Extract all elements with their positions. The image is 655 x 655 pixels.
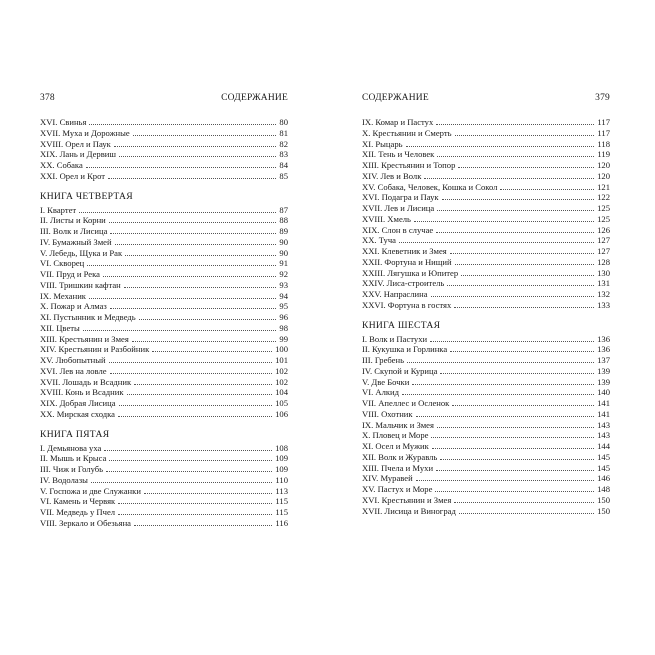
toc-entry-title: XV. Любопытный xyxy=(40,355,106,365)
toc-entry xyxy=(362,171,610,182)
toc-entry-page: 117 xyxy=(597,127,610,138)
toc-entry-title: XVIII. Орел и Паук xyxy=(40,138,111,149)
toc-entry-title: XII. Волк и Журавль xyxy=(362,451,438,462)
toc-entry xyxy=(40,475,288,486)
toc-entry xyxy=(362,225,610,236)
toc-entry-page: 102 xyxy=(275,376,288,387)
toc-entry-title: VIII. Охотник xyxy=(362,408,413,419)
toc-entry xyxy=(362,246,610,257)
dot-leader xyxy=(452,405,594,406)
dot-leader xyxy=(89,124,276,125)
dot-leader xyxy=(110,373,273,374)
toc-entry-title: XV. Собака, Человек, Кошка и Сокол xyxy=(362,181,498,192)
dot-leader xyxy=(454,307,594,308)
toc-entry-page: 132 xyxy=(597,289,610,299)
toc-entry-title: XIII. Крестьянин и Топор xyxy=(362,160,456,170)
toc-entry-page: 118 xyxy=(597,138,610,149)
toc-entry-title: XX. Туча xyxy=(362,235,396,246)
toc-entry-page: 88 xyxy=(279,215,288,226)
dot-leader xyxy=(106,471,272,472)
toc-entry-page: 145 xyxy=(597,451,610,462)
toc-entry xyxy=(40,355,288,366)
dot-leader xyxy=(440,373,594,374)
toc-entry-page: 120 xyxy=(597,160,610,170)
toc-entry xyxy=(362,235,610,246)
toc-entry-page: 85 xyxy=(279,170,288,181)
toc-entry-page: 137 xyxy=(597,355,610,365)
toc-entry-title: III. Волк и Лисица xyxy=(40,226,108,236)
toc-entry-page: 81 xyxy=(279,127,288,138)
toc-entry xyxy=(362,289,610,300)
toc-entry-title: XVII. Муха и Дорожные xyxy=(40,127,130,138)
toc-entry-title: XIX. Лань и Дервиш xyxy=(40,149,116,160)
dot-leader xyxy=(124,287,277,288)
toc-entry xyxy=(362,366,610,377)
right-page xyxy=(362,93,610,516)
running-head xyxy=(362,93,610,107)
toc-entry-title: II. Мышь и Крыса xyxy=(40,453,107,464)
toc-entry-title: II. Листы и Корни xyxy=(40,215,106,226)
toc-entry-page: 99 xyxy=(279,333,288,344)
dot-leader xyxy=(119,405,273,406)
toc-entry-title: VII. Медведь у Пчел xyxy=(40,507,116,517)
dot-leader xyxy=(119,156,276,157)
toc-entry-page: 80 xyxy=(279,117,288,127)
toc-entry xyxy=(362,441,610,452)
dot-leader xyxy=(109,362,272,363)
toc-entry-page: 127 xyxy=(597,235,610,246)
dot-leader xyxy=(139,319,277,320)
dot-leader xyxy=(430,341,594,342)
dot-leader xyxy=(133,135,277,136)
dot-leader xyxy=(436,470,594,471)
toc-entry xyxy=(40,334,288,345)
toc-entry xyxy=(362,398,610,409)
toc-entry-page: 110 xyxy=(275,474,288,485)
dot-leader xyxy=(436,124,594,125)
toc-entry-title: XII. Тень и Человек xyxy=(362,149,435,160)
toc-entry xyxy=(40,139,288,150)
toc-entry xyxy=(40,149,288,160)
toc-entry xyxy=(40,128,288,139)
toc-entry-list xyxy=(362,334,610,517)
dot-leader xyxy=(431,296,595,297)
toc-entry xyxy=(362,377,610,388)
dot-leader xyxy=(134,384,272,385)
toc-entry-title: XIV. Лев и Волк xyxy=(362,170,422,181)
toc-entry-title: X. Пловец и Море xyxy=(362,430,429,441)
toc-entry xyxy=(40,171,288,182)
dot-leader xyxy=(454,502,594,503)
running-head-title: СОДЕРЖАНИЕ xyxy=(221,93,288,103)
toc-entry xyxy=(40,387,288,398)
toc-entry-title: X. Пожар и Алмаз xyxy=(40,301,107,312)
toc-entry-page: 90 xyxy=(279,236,288,247)
toc-entry xyxy=(40,323,288,334)
toc-entry-title: VIII. Зеркало и Обезьяна xyxy=(40,517,131,528)
dot-leader xyxy=(437,210,594,211)
toc-entry-title: X. Крестьянин и Смерть xyxy=(362,127,452,138)
dot-leader xyxy=(458,167,594,168)
toc-entry xyxy=(40,269,288,280)
toc-entry-title: VI. Камень и Червяк xyxy=(40,496,116,507)
toc-entry-title: XI. Пустынник и Медведь xyxy=(40,312,136,322)
toc-entry-page: 120 xyxy=(597,170,610,181)
toc-entry-page: 119 xyxy=(597,149,610,160)
book-heading: КНИГА ШЕСТАЯ xyxy=(362,319,441,331)
toc-entry-title: XXV. Напраслина xyxy=(362,289,428,299)
page-number: 378 xyxy=(40,93,55,103)
toc-entry-page: 136 xyxy=(597,344,610,355)
toc-entry-title: V. Госпожа и две Служанки xyxy=(40,485,141,496)
toc-entry xyxy=(362,160,610,171)
dot-leader xyxy=(399,242,594,243)
dot-leader xyxy=(414,221,594,222)
toc-entry-page: 150 xyxy=(597,494,610,505)
toc-entry xyxy=(362,495,610,506)
toc-entry-page: 93 xyxy=(279,279,288,290)
dot-leader xyxy=(118,503,272,504)
toc-entry xyxy=(40,226,288,237)
toc-entry xyxy=(362,192,610,203)
toc-entry xyxy=(40,518,288,529)
toc-entry xyxy=(40,248,288,259)
toc-entry xyxy=(362,214,610,225)
toc-entry xyxy=(40,398,288,409)
dot-leader xyxy=(108,178,276,179)
toc-entry-title: VI. Скворец xyxy=(40,258,85,269)
toc-entry-title: IX. Комар и Пастух xyxy=(362,117,434,127)
table-of-contents xyxy=(362,117,610,516)
dot-leader xyxy=(455,135,595,136)
toc-entry-list xyxy=(362,117,610,311)
toc-entry-page: 128 xyxy=(597,256,610,267)
toc-entry xyxy=(362,506,610,517)
toc-entry-title: XX. Собака xyxy=(40,160,83,170)
toc-entry-page: 117 xyxy=(597,117,610,127)
toc-entry-page: 116 xyxy=(275,517,288,528)
toc-entry xyxy=(40,117,288,128)
toc-entry-title: XXIII. Лягушка и Юпитер xyxy=(362,267,459,278)
toc-entry-page: 125 xyxy=(597,213,610,224)
toc-entry-page: 144 xyxy=(597,441,610,451)
toc-entry xyxy=(362,420,610,431)
toc-entry-title: XI. Осел и Мужик xyxy=(362,441,429,451)
toc-entry-page: 87 xyxy=(279,204,288,215)
book-heading: КНИГА ЧЕТВЕРТАЯ xyxy=(40,190,133,202)
dot-leader xyxy=(87,265,276,266)
dot-leader xyxy=(127,394,273,395)
dot-leader xyxy=(500,189,594,190)
dot-leader xyxy=(412,384,594,385)
toc-entry-list xyxy=(40,117,288,182)
toc-entry xyxy=(362,257,610,268)
toc-entry-page: 115 xyxy=(275,507,288,517)
toc-entry-title: I. Демьянова уха xyxy=(40,442,102,453)
toc-entry-title: XIX. Добрая Лисица xyxy=(40,398,116,408)
toc-entry xyxy=(40,496,288,507)
dot-leader xyxy=(442,199,595,200)
toc-entry-title: I. Волк и Пастухи xyxy=(362,333,428,344)
running-head xyxy=(40,93,288,107)
dot-leader xyxy=(110,233,276,234)
toc-entry-title: IX. Мальчик и Змея xyxy=(362,419,434,430)
toc-entry xyxy=(40,507,288,518)
dot-leader xyxy=(437,156,594,157)
dot-leader xyxy=(431,437,594,438)
toc-entry-page: 125 xyxy=(597,203,610,213)
toc-entry-page: 109 xyxy=(275,464,288,474)
dot-leader xyxy=(118,416,272,417)
dot-leader xyxy=(104,450,272,451)
toc-entry-title: XIX. Слон в случае xyxy=(362,224,434,235)
toc-entry xyxy=(362,484,610,495)
toc-entry-title: V. Лебедь, Щука и Рак xyxy=(40,247,123,258)
toc-entry-page: 91 xyxy=(279,258,288,269)
toc-entry-page: 104 xyxy=(275,387,288,398)
toc-entry-title: XVIII. Конь и Всадник xyxy=(40,387,124,398)
toc-entry-title: XVI. Свинья xyxy=(40,117,87,127)
toc-entry-title: IV. Скупой и Курица xyxy=(362,365,438,376)
toc-entry xyxy=(40,291,288,302)
toc-entry-title: V. Две Бочки xyxy=(362,376,410,387)
dot-leader xyxy=(89,298,276,299)
toc-entry-title: XV. Пастух и Море xyxy=(362,484,433,494)
book-heading: КНИГА ПЯТАЯ xyxy=(40,428,110,440)
toc-entry-title: XVII. Лисица и Виноград xyxy=(362,505,456,516)
dot-leader xyxy=(79,212,276,213)
toc-entry xyxy=(362,203,610,214)
toc-entry-page: 102 xyxy=(275,365,288,376)
toc-entry xyxy=(40,443,288,454)
toc-entry xyxy=(362,149,610,160)
toc-entry-page: 139 xyxy=(597,365,610,376)
toc-entry-page: 143 xyxy=(597,430,610,441)
toc-entry-title: IV. Бумажный Змей xyxy=(40,236,112,247)
toc-entry-page: 115 xyxy=(275,496,288,507)
toc-entry-title: XIV. Крестьянин и Разбойник xyxy=(40,344,150,355)
dot-leader xyxy=(432,448,594,449)
dot-leader xyxy=(440,459,594,460)
toc-entry-title: XXII. Фортуна и Нищий xyxy=(362,256,452,267)
toc-entry xyxy=(40,464,288,475)
toc-entry-page: 92 xyxy=(279,269,288,279)
toc-entry-page: 148 xyxy=(597,484,610,494)
toc-entry-title: XVI. Крестьянин и Змея xyxy=(362,494,452,505)
toc-entry-page: 121 xyxy=(597,181,610,192)
toc-entry-title: VIII. Тришкин кафтан xyxy=(40,279,121,290)
dot-leader xyxy=(134,525,272,526)
dot-leader xyxy=(402,394,594,395)
dot-leader xyxy=(447,285,594,286)
dot-leader xyxy=(424,178,594,179)
toc-entry xyxy=(40,377,288,388)
toc-entry-page: 84 xyxy=(279,160,288,170)
toc-entry xyxy=(362,278,610,289)
toc-entry-title: XXIV. Лиса-строитель xyxy=(362,278,445,289)
dot-leader xyxy=(115,244,277,245)
dot-leader xyxy=(118,514,272,515)
dot-leader xyxy=(406,146,595,147)
toc-entry-page: 108 xyxy=(275,442,288,453)
toc-entry-page: 100 xyxy=(275,344,288,355)
dot-leader xyxy=(110,308,277,309)
toc-entry xyxy=(362,355,610,366)
toc-entry-title: I. Квартет xyxy=(40,204,77,215)
toc-entry-page: 83 xyxy=(279,149,288,160)
toc-entry-page: 95 xyxy=(279,301,288,312)
toc-entry-page: 98 xyxy=(279,322,288,333)
dot-leader xyxy=(132,341,277,342)
toc-entry-page: 126 xyxy=(597,224,610,235)
toc-entry xyxy=(362,117,610,128)
dot-leader xyxy=(114,146,277,147)
dot-leader xyxy=(437,427,594,428)
toc-entry-page: 140 xyxy=(597,387,610,398)
running-head-title: СОДЕРЖАНИЕ xyxy=(362,93,429,103)
toc-entry-page: 130 xyxy=(597,267,610,278)
toc-entry xyxy=(40,366,288,377)
toc-entry xyxy=(40,344,288,355)
dot-leader xyxy=(144,493,272,494)
dot-leader xyxy=(91,482,273,483)
dot-leader xyxy=(436,232,594,233)
toc-entry xyxy=(362,409,610,420)
toc-entry xyxy=(362,139,610,150)
toc-entry-title: VII. Пруд и Река xyxy=(40,269,100,279)
toc-entry xyxy=(40,409,288,420)
toc-entry-title: XVI. Лев на ловле xyxy=(40,365,107,376)
toc-entry-page: 113 xyxy=(275,485,288,496)
toc-entry xyxy=(362,344,610,355)
toc-entry-title: XX. Мирская сходка xyxy=(40,408,115,419)
toc-entry-page: 141 xyxy=(597,398,610,408)
toc-entry-title: XXI. Клеветник и Змея xyxy=(362,246,447,256)
dot-leader xyxy=(407,362,594,363)
toc-entry-page: 96 xyxy=(279,312,288,322)
dot-leader xyxy=(152,351,272,352)
toc-entry-title: XII. Цветы xyxy=(40,322,80,333)
toc-entry xyxy=(362,430,610,441)
toc-entry xyxy=(362,182,610,193)
toc-entry-title: XVII. Лев и Лисица xyxy=(362,203,435,213)
toc-entry xyxy=(362,334,610,345)
toc-entry xyxy=(40,215,288,226)
toc-entry-page: 101 xyxy=(275,355,288,365)
toc-entry xyxy=(362,387,610,398)
dot-leader xyxy=(455,264,595,265)
toc-entry-page: 131 xyxy=(597,278,610,289)
toc-entry-title: IV. Водолазы xyxy=(40,474,88,485)
toc-entry-title: II. Кукушка и Горлинка xyxy=(362,344,448,355)
toc-entry xyxy=(40,205,288,216)
toc-entry-page: 122 xyxy=(597,192,610,203)
toc-entry-page: 106 xyxy=(275,408,288,419)
dot-leader xyxy=(109,222,277,223)
dot-leader xyxy=(125,255,276,256)
left-page xyxy=(40,93,288,529)
toc-entry-title: XVI. Подагра и Паук xyxy=(362,192,439,203)
dot-leader xyxy=(416,416,595,417)
toc-entry xyxy=(40,453,288,464)
toc-entry-page: 94 xyxy=(279,290,288,301)
toc-entry xyxy=(40,312,288,323)
toc-entry-page: 127 xyxy=(597,246,610,256)
toc-entry xyxy=(40,258,288,269)
toc-entry-title: XI. Рыцарь xyxy=(362,138,403,149)
toc-entry-page: 146 xyxy=(597,473,610,484)
toc-entry-page: 82 xyxy=(279,138,288,149)
dot-leader xyxy=(109,460,272,461)
toc-entry-title: III. Чиж и Голубь xyxy=(40,464,104,474)
toc-entry-title: III. Гребень xyxy=(362,355,405,365)
dot-leader xyxy=(450,351,594,352)
toc-entry-title: XIV. Муравей xyxy=(362,473,413,484)
toc-entry-title: VII. Апеллес и Осленок xyxy=(362,398,450,408)
toc-entry-title: XVII. Лошадь и Всадник xyxy=(40,376,132,387)
page-number: 379 xyxy=(595,93,610,103)
table-of-contents xyxy=(40,117,288,529)
toc-entry-page: 133 xyxy=(597,299,610,310)
toc-entry xyxy=(40,301,288,312)
toc-entry xyxy=(362,300,610,311)
dot-leader xyxy=(416,480,594,481)
toc-entry-title: VI. Алкид xyxy=(362,387,400,398)
toc-entry xyxy=(362,268,610,279)
toc-entry-list xyxy=(40,205,288,420)
toc-entry-page: 145 xyxy=(597,462,610,473)
toc-entry-page: 105 xyxy=(275,398,288,408)
toc-entry-title: XVIII. Хмель xyxy=(362,213,411,224)
dot-leader xyxy=(450,253,594,254)
toc-entry xyxy=(40,280,288,291)
dot-leader xyxy=(86,167,277,168)
dot-leader xyxy=(435,491,594,492)
toc-entry-title: XXI. Орел и Крот xyxy=(40,170,106,181)
toc-entry-page: 90 xyxy=(279,247,288,258)
toc-entry xyxy=(362,128,610,139)
toc-entry xyxy=(362,473,610,484)
toc-entry xyxy=(362,463,610,474)
toc-entry-list xyxy=(40,443,288,529)
toc-entry xyxy=(362,452,610,463)
dot-leader xyxy=(461,275,594,276)
toc-entry-title: IX. Механик xyxy=(40,290,86,301)
toc-entry-title: XXVI. Фортуна в гостях xyxy=(362,299,452,310)
dot-leader xyxy=(83,330,277,331)
toc-entry-page: 136 xyxy=(597,333,610,344)
toc-entry-title: XIII. Пчела и Мухи xyxy=(362,462,434,473)
toc-entry xyxy=(40,237,288,248)
toc-entry-page: 139 xyxy=(597,376,610,387)
toc-entry-page: 109 xyxy=(275,453,288,464)
toc-entry-page: 141 xyxy=(597,408,610,419)
toc-entry xyxy=(40,486,288,497)
toc-entry-page: 143 xyxy=(597,419,610,430)
toc-entry-title: XIII. Крестьянин и Змея xyxy=(40,333,129,344)
dot-leader xyxy=(459,513,594,514)
dot-leader xyxy=(103,276,276,277)
toc-entry xyxy=(40,160,288,171)
toc-entry-page: 89 xyxy=(279,226,288,236)
toc-entry-page: 150 xyxy=(597,505,610,516)
